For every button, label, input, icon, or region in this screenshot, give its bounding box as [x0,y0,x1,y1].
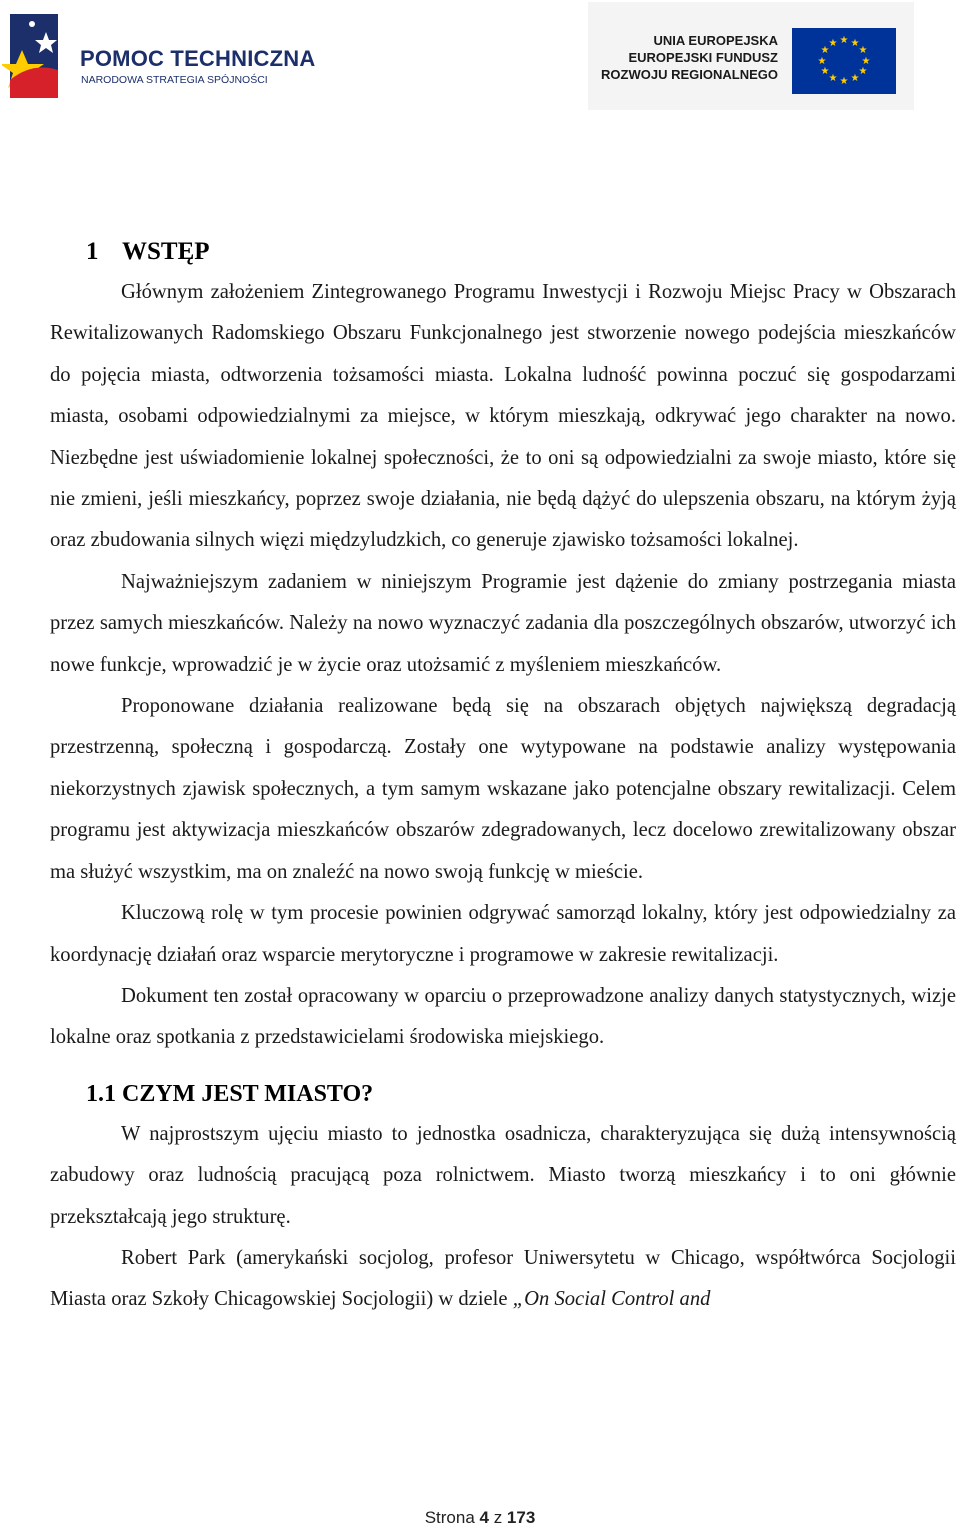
svg-text:★: ★ [858,45,868,56]
footer-prefix: Strona [424,1508,480,1527]
page-footer [0,1508,960,1528]
document-body [50,232,956,1321]
svg-text:★: ★ [828,38,838,49]
paragraph: W najprostszym ujęciu miasto to jednostka osadnicza, charakteryzująca się dużą intensywnością zabudowy oraz ludnością pracującą poza rolnictwem. Miasto tworzą mieszkańcy i to oni głównie przekształcają jego strukturę. [50,1122,956,1228]
left-logo-subtitle: NARODOWA STRATEGIA SPÓJNOŚCI [81,74,268,86]
section-1-1-heading [86,1074,956,1114]
svg-text:★: ★ [850,38,860,49]
eu-flag-icon [792,28,896,94]
paragraph: Dokument ten został opracowany w oparciu o przeprowadzone analizy danych statystycznych, wizje lokalne oraz spotkania z przedstawicielami środowiska miejskiego. [50,984,956,1049]
paragraph: Głównym założeniem Zintegrowanego Programu Inwestycji i Rozwoju Miejsc Pracy w Obszarach Rewitalizowanych Radomskiego Obszaru Funkcjonalnego jest stworzenie nowego podejścia mieszkańców do pojęcia miasta, odtworzenia tożsamości miasta. Lokalna ludność powinna poczuć się gospodarzami miasta, osobami odpowiedzialnymi za miejsce, w którym mieszkają, odkrywać jego charakter na nowo. Niezbędne jest uświadomienie lokalnej społeczności, że to oni są odpowiedzialni za swoje miasto, które się nie zmieni, jeśli mieszkańcy, poprzez swoje działania, nie będą dążyć do ulepszenia obszaru, na którym żyją oraz zbudowania silnych więzi międzyludzkich, co generuje zjawisko tożsamości lokalnej. [50,281,956,552]
svg-text:★: ★ [839,76,849,87]
page-total: 173 [506,1508,536,1527]
svg-text:★: ★ [858,66,868,77]
eu-logo-line-1: UNIA EUROPEJSKA [653,33,778,48]
svg-text:★: ★ [828,73,838,84]
section-1-title: WSTĘP [122,238,210,265]
svg-text:★: ★ [820,45,830,56]
section-1-heading [86,232,956,272]
left-logo-title: POMOC TECHNICZNA [80,46,316,71]
eu-logo [588,2,914,110]
eu-logo-text [601,32,778,83]
book-title-italic: „On Social Control and [512,1288,711,1311]
svg-text:★: ★ [839,35,849,46]
paragraph-text: Robert Park (amerykański socjolog, profesor Uniwersytetu w Chicago, współtwórca Socjologii Miasta oraz Szkoły Chicagowskiej Socjologii) w dziele [50,1246,956,1311]
eu-logo-line-2: EUROPEJSKI FUNDUSZ [628,50,778,65]
pomoc-techniczna-logo [2,8,322,104]
page-header [0,0,960,120]
footer-middle: z [488,1508,507,1527]
logo-emblem-icon [2,10,62,102]
page-number: 4 [479,1508,489,1527]
paragraph: Proponowane działania realizowane będą się na obszarach objętych największą degradacją przestrzenną, społeczną i gospodarczą. Zostały one wytypowane na podstawie analizy występowania niekorzystnych zjawisk społecznych, a tym samym wskazane jako potencjalne obszary rewitalizacji. Celem programu jest aktywizacja mieszkańców obszarów zdegradowanych, lecz docelowo zrewitalizowany obszar ma służyć wszystkim, ma on znaleźć na nowo swoją funkcję w mieście. [50,695,956,883]
section-1-number: 1 [86,238,99,265]
svg-text:★: ★ [820,66,830,77]
paragraph: Kluczową rolę w tym procesie powinien odgrywać samorząd lokalny, który jest odpowiedzialny za koordynację działań oraz wsparcie merytoryczne i programowe w zakresie rewitalizacji. [50,902,956,966]
eu-logo-line-3: ROZWOJU REGIONALNEGO [601,67,778,82]
svg-text:★: ★ [850,73,860,84]
paragraph: Najważniejszym zadaniem w niniejszym Programie jest dążenie do zmiany postrzegania miasta przez samych mieszkańców. Należy na nowo wyznaczyć zadania dla poszczególnych obszarów, utworzyć ich nowe funkcje, wprowadzić je w życie oraz utożsamić z myśleniem mieszkańców. [50,570,956,676]
paragraph-robert-park [50,1238,956,1321]
section-1-1-title: CZYM JEST MIASTO? [122,1080,374,1107]
svg-text:★: ★ [861,56,871,67]
section-1-1-number: 1.1 [86,1080,116,1107]
svg-text:★: ★ [817,56,827,67]
